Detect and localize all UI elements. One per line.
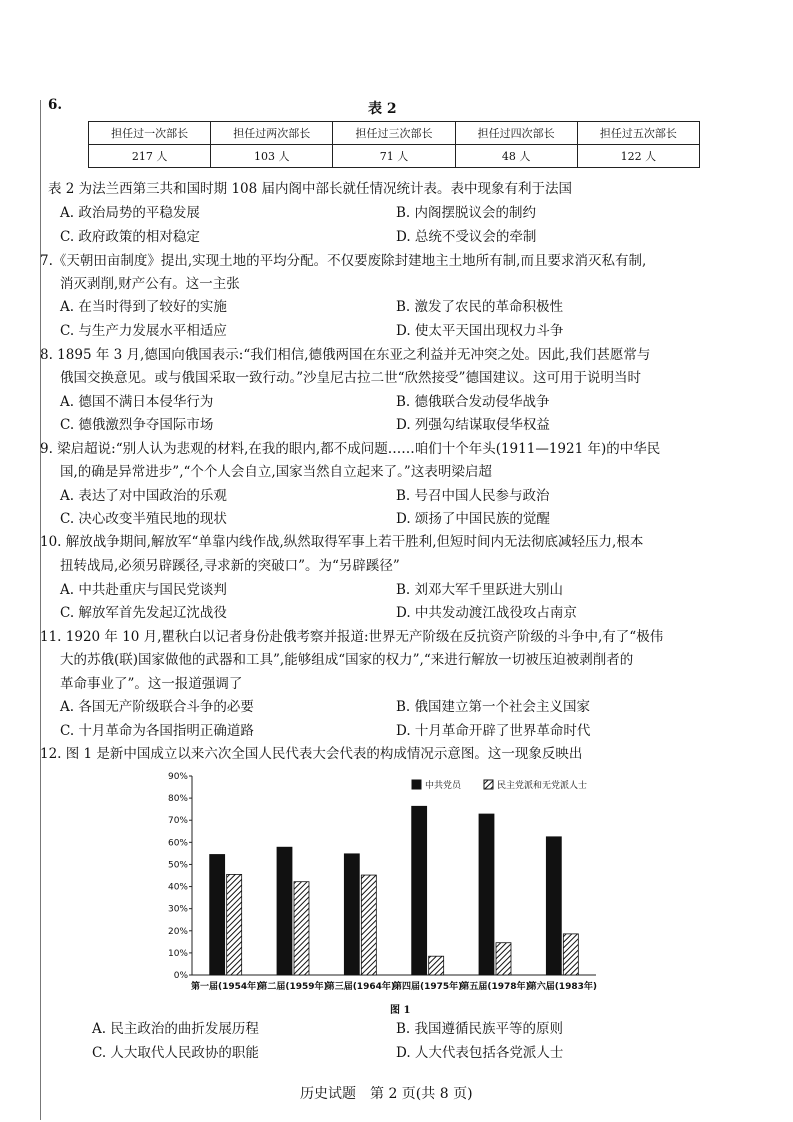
legend-swatch-cpc [412, 780, 421, 789]
bar-cpc-member [546, 837, 561, 975]
question-stem: 10. 解放战争期间,解放军“单靠内线作战,纵然取得军事上若干胜利,但短时间内无法彻底减轻压力,根本 [40, 534, 644, 550]
y-tick-label: 20% [167, 926, 188, 937]
y-tick-label: 0% [173, 971, 188, 981]
table-row [89, 145, 700, 168]
question-stem: 革命事业了”。这一报道强调了 [60, 676, 243, 692]
y-tick-label: 80% [167, 794, 188, 805]
question-stem: 国,的确是异常进步”,“个个人会自立,国家当然自立起来了。”这表明梁启超 [60, 464, 492, 480]
option-a: A. 在当时得到了较好的实施 [60, 299, 227, 315]
bar-democratic-party [563, 934, 578, 975]
option-a: A. 各国无产阶级联合斗争的必要 [60, 699, 254, 715]
option-d: D. 十月革命开辟了世界革命时代 [396, 723, 591, 739]
legend-label: 民主党派和无党派人士 [497, 781, 588, 791]
table-header-row [89, 122, 700, 145]
table-cell: 217 人 [89, 145, 211, 168]
question-stem: 扭转战局,必须另辟蹊径,寻求新的突破口”。为“另辟蹊径” [60, 558, 400, 574]
option-a: A. 德国不满日本侵华行为 [60, 394, 214, 410]
question-stem: 俄国交换意见。或与俄国采取一致行动。”沙皇尼古拉二世“欣然接受”德国建议。这可用于说明当时 [60, 370, 641, 386]
page-footer: 历史试题 第 2 页(共 8 页) [300, 1086, 473, 1102]
question-stem: 12. 图 1 是新中国成立以来六次全国人民代表大会代表的构成情况示意图。这一现象反映出 [40, 746, 583, 762]
y-tick-label: 90% [167, 772, 188, 782]
question-stem: 大的苏俄(联)国家做他的武器和工具”,能够组成“国家的权力”,“来进行解放一切被压迫被剥削者的 [60, 652, 634, 668]
option-c: C. 人大取代人民政协的职能 [92, 1045, 259, 1061]
bar-cpc-member [277, 847, 292, 975]
option-c: C. 决心改变半殖民地的现状 [60, 511, 227, 527]
x-tick-label: 第五届(1978年) [460, 982, 530, 992]
bar-democratic-party [361, 875, 376, 975]
option-d: D. 列强勾结谋取侵华权益 [396, 417, 550, 433]
x-tick-label: 第一届(1954年) [191, 982, 261, 992]
bar-democratic-party [294, 882, 309, 975]
bar-democratic-party [496, 943, 511, 975]
table-header: 担任过一次部长 [89, 122, 211, 145]
bar-cpc-member [210, 854, 225, 975]
question-number: 6. [48, 97, 63, 113]
option-d: D. 颂扬了中国民族的觉醒 [396, 511, 550, 527]
table-cell: 122 人 [577, 145, 699, 168]
option-b: B. 激发了农民的革命积极性 [396, 299, 564, 315]
option-a: A. 中共赴重庆与国民党谈判 [60, 582, 227, 598]
option-a: A. 政治局势的平稳发展 [60, 205, 200, 221]
bar-cpc-member [479, 814, 494, 975]
y-tick-label: 60% [167, 838, 188, 849]
y-tick-label: 70% [167, 816, 188, 827]
option-d: D. 使太平天国出现权力斗争 [396, 323, 564, 339]
option-c: C. 政府政策的相对稳定 [60, 229, 200, 245]
option-b: B. 我国遵循民族平等的原则 [396, 1021, 564, 1037]
table-cell: 103 人 [211, 145, 333, 168]
chart-caption: 图 1 [390, 1005, 411, 1016]
option-d: D. 总统不受议会的牵制 [396, 229, 537, 245]
bar-democratic-party [227, 874, 242, 975]
option-d: D. 中共发动渡江战役攻占南京 [396, 605, 577, 621]
question-stem: 7.《天朝田亩制度》提出,实现土地的平均分配。不仅要废除封建地主土地所有制,而且要求消灭私有制, [40, 253, 647, 269]
question-stem: 消灭剥削,财产公有。这一主张 [60, 276, 240, 292]
option-b: B. 刘邓大军千里跃进大别山 [396, 582, 564, 598]
option-b: B. 德俄联合发动侵华战争 [396, 394, 550, 410]
question-stem: 8. 1895 年 3 月,德国向俄国表示:“我们相信,德俄两国在东亚之利益并无冲突之处。因此,我们甚愿常与 [40, 347, 651, 363]
option-b: B. 号召中国人民参与政治 [396, 488, 550, 504]
x-tick-label: 第六届(1983年) [527, 982, 597, 992]
y-tick-label: 10% [167, 948, 188, 959]
option-c: C. 德俄激烈争夺国际市场 [60, 417, 214, 433]
table-header: 担任过四次部长 [455, 122, 577, 145]
option-c: C. 与生产力发展水平相适应 [60, 323, 227, 339]
y-tick-label: 40% [167, 882, 188, 893]
option-b: B. 内阁摆脱议会的制约 [396, 205, 537, 221]
option-c: C. 十月革命为各国指明正确道路 [60, 723, 254, 739]
option-a: A. 表达了对中国政治的乐观 [60, 488, 227, 504]
option-a: A. 民主政治的曲折发展历程 [92, 1021, 259, 1037]
question-stem: 9. 梁启超说:“别人认为悲观的材料,在我的眼内,都不成问题……咱们十个年头(1911—1921 年)的中华民 [40, 441, 661, 457]
bar-cpc-member [344, 854, 359, 975]
table-cell: 48 人 [455, 145, 577, 168]
legend-label: 中共党员 [425, 781, 462, 791]
y-tick-label: 30% [167, 904, 188, 915]
option-d: D. 人大代表包括各党派人士 [396, 1045, 564, 1061]
option-b: B. 俄国建立第一个社会主义国家 [396, 699, 591, 715]
x-tick-label: 第四届(1975年) [393, 982, 463, 992]
option-c: C. 解放军首先发起辽沈战役 [60, 605, 227, 621]
legend-swatch-democratic [484, 780, 493, 789]
y-tick-label: 50% [167, 860, 188, 871]
x-tick-label: 第二届(1959年) [258, 982, 328, 992]
bar-democratic-party [429, 956, 444, 975]
table-header: 担任过三次部长 [333, 122, 455, 145]
table-cell: 71 人 [333, 145, 455, 168]
ministers-table [88, 121, 700, 168]
question-stem: 11. 1920 年 10 月,瞿秋白以记者身份赴俄考察并报道:世界无产阶级在反抗资产阶级的斗争中,有了“极伟 [40, 629, 664, 645]
x-tick-label: 第三届(1964年) [325, 982, 395, 992]
table-header: 担任过五次部长 [577, 122, 699, 145]
question-stem: 表 2 为法兰西第三共和国时期 108 届内阁中部长就任情况统计表。表中现象有利于法国 [48, 181, 573, 197]
bar-cpc-member [412, 806, 427, 975]
bar-chart [160, 768, 610, 1000]
table-title: 表 2 [368, 101, 397, 117]
table-header: 担任过两次部长 [211, 122, 333, 145]
